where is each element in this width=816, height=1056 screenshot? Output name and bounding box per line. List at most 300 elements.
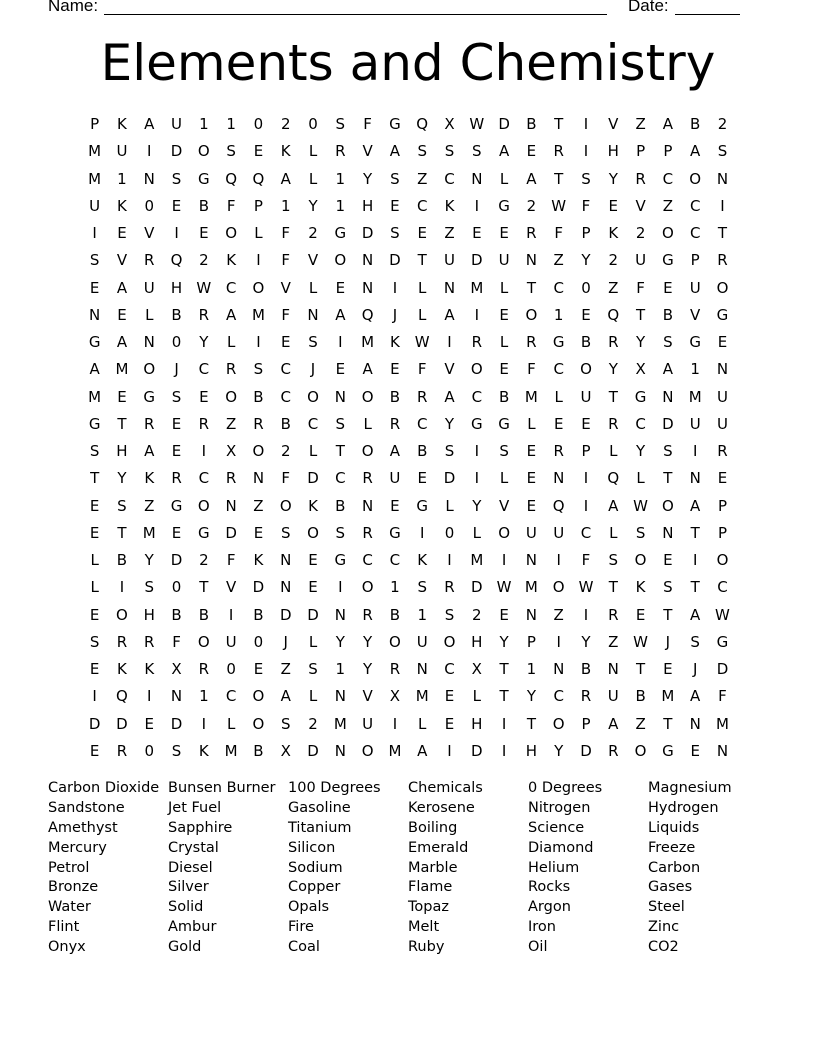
grid-cell[interactable]: Z <box>280 660 291 678</box>
grid-cell[interactable]: M <box>88 142 102 161</box>
grid-cell[interactable]: 0 <box>171 333 182 351</box>
grid-cell[interactable]: Z <box>225 414 237 433</box>
grid-cell[interactable]: B <box>253 741 264 760</box>
grid-cell[interactable]: Y <box>335 632 345 651</box>
grid-cell[interactable]: E <box>526 142 537 161</box>
grid-cell[interactable]: W <box>633 496 648 515</box>
grid-cell[interactable]: E <box>663 660 673 678</box>
grid-cell[interactable]: S <box>253 360 264 379</box>
grid-cell[interactable]: T <box>636 305 646 324</box>
grid-cell[interactable]: Q <box>416 115 429 133</box>
grid-cell[interactable]: L <box>254 224 263 242</box>
grid-cell[interactable]: A <box>417 741 428 760</box>
grid-cell[interactable]: T <box>636 660 646 678</box>
grid-cell[interactable]: M <box>142 523 156 542</box>
grid-cell[interactable]: C <box>444 660 455 678</box>
grid-cell[interactable]: B <box>335 496 346 515</box>
grid-cell[interactable]: L <box>499 278 509 297</box>
grid-cell[interactable]: M <box>333 714 347 733</box>
grid-cell[interactable]: C <box>416 414 428 433</box>
grid-cell[interactable]: N <box>252 469 265 488</box>
grid-cell[interactable]: S <box>663 578 673 597</box>
grid-cell[interactable]: A <box>116 333 128 351</box>
grid-cell[interactable]: 2 <box>199 251 209 270</box>
grid-cell[interactable]: O <box>116 605 128 624</box>
grid-cell[interactable]: E <box>499 360 509 379</box>
grid-cell[interactable]: I <box>583 142 589 161</box>
grid-cell[interactable]: S <box>171 169 182 188</box>
grid-cell[interactable]: Y <box>117 469 127 488</box>
grid-cell[interactable]: H <box>143 605 155 624</box>
grid-cell[interactable]: W <box>715 605 730 624</box>
grid-cell[interactable]: O <box>307 387 319 406</box>
grid-cell[interactable]: O <box>334 251 347 270</box>
grid-cell[interactable]: K <box>253 551 264 569</box>
grid-cell[interactable]: S <box>171 741 182 760</box>
grid-cell[interactable]: 2 <box>308 714 318 733</box>
grid-cell[interactable]: L <box>308 278 318 297</box>
grid-cell[interactable]: Q <box>361 305 374 324</box>
grid-cell[interactable]: X <box>280 741 291 760</box>
grid-cell[interactable]: N <box>689 714 701 733</box>
grid-cell[interactable]: 2 <box>280 442 291 460</box>
grid-cell[interactable]: N <box>334 687 346 706</box>
grid-cell[interactable]: Q <box>252 169 265 188</box>
grid-cell[interactable]: S <box>171 387 182 406</box>
grid-cell[interactable]: D <box>361 224 374 242</box>
grid-cell[interactable]: Y <box>636 442 646 460</box>
grid-cell[interactable]: N <box>416 660 428 678</box>
grid-cell[interactable]: P <box>90 115 100 133</box>
grid-cell[interactable]: Q <box>170 251 183 270</box>
grid-cell[interactable]: 2 <box>280 115 291 133</box>
grid-cell[interactable]: O <box>197 496 210 515</box>
grid-cell[interactable]: I <box>119 578 125 597</box>
grid-cell[interactable]: K <box>198 741 209 760</box>
grid-cell[interactable]: Y <box>608 360 618 379</box>
grid-cell[interactable]: G <box>334 224 347 242</box>
grid-cell[interactable]: C <box>444 169 455 188</box>
grid-cell[interactable]: G <box>143 387 156 406</box>
grid-cell[interactable]: E <box>635 605 646 624</box>
grid-cell[interactable]: E <box>553 414 564 433</box>
grid-cell[interactable]: E <box>171 196 182 215</box>
grid-cell[interactable]: X <box>471 660 482 678</box>
grid-cell[interactable]: A <box>690 605 701 624</box>
grid-cell[interactable]: C <box>580 523 592 542</box>
grid-cell[interactable]: O <box>389 632 401 651</box>
grid-cell[interactable]: 0 <box>144 196 155 215</box>
grid-cell[interactable]: P <box>663 142 673 161</box>
grid-cell[interactable]: Z <box>608 632 619 651</box>
grid-cell[interactable]: 1 <box>335 169 346 188</box>
grid-cell[interactable]: D <box>88 714 101 733</box>
grid-cell[interactable]: S <box>444 142 455 161</box>
grid-cell[interactable]: T <box>117 414 127 433</box>
grid-cell[interactable]: S <box>280 714 291 733</box>
grid-cell[interactable]: A <box>444 387 455 406</box>
grid-cell[interactable]: R <box>225 360 237 379</box>
grid-cell[interactable]: L <box>636 469 645 488</box>
grid-cell[interactable]: L <box>308 632 318 651</box>
grid-cell[interactable]: S <box>390 224 400 242</box>
grid-cell[interactable]: T <box>417 251 427 270</box>
grid-cell[interactable]: W <box>196 278 212 297</box>
grid-cell[interactable]: I <box>147 687 152 706</box>
grid-cell[interactable]: U <box>225 632 237 651</box>
grid-cell[interactable]: P <box>581 714 591 733</box>
grid-cell[interactable]: D <box>662 414 674 433</box>
grid-cell[interactable]: U <box>116 142 128 161</box>
grid-cell[interactable]: M <box>415 687 429 706</box>
grid-cell[interactable]: L <box>472 523 481 542</box>
grid-cell[interactable]: F <box>226 196 236 215</box>
grid-cell[interactable]: B <box>280 414 291 433</box>
grid-cell[interactable]: E <box>499 605 509 624</box>
grid-cell[interactable]: K <box>635 578 646 597</box>
grid-cell[interactable]: K <box>417 551 428 569</box>
grid-cell[interactable]: U <box>171 115 183 133</box>
grid-cell[interactable]: M <box>251 305 265 324</box>
grid-cell[interactable]: V <box>307 251 319 270</box>
grid-cell[interactable]: B <box>116 551 128 569</box>
grid-cell[interactable]: S <box>335 414 346 433</box>
grid-cell[interactable]: Z <box>662 196 674 215</box>
grid-cell[interactable]: O <box>470 360 483 379</box>
grid-cell[interactable]: E <box>499 224 509 242</box>
grid-cell[interactable]: A <box>144 442 155 460</box>
grid-cell[interactable]: R <box>116 741 128 760</box>
grid-cell[interactable]: E <box>390 496 400 515</box>
grid-cell[interactable]: R <box>389 414 401 433</box>
grid-cell[interactable]: E <box>253 142 264 161</box>
grid-cell[interactable]: U <box>143 278 155 297</box>
grid-cell[interactable]: E <box>144 714 154 733</box>
grid-cell[interactable]: R <box>144 251 155 270</box>
grid-cell[interactable]: Y <box>363 169 373 188</box>
grid-cell[interactable]: O <box>580 360 592 379</box>
grid-cell[interactable]: I <box>501 714 507 733</box>
grid-cell[interactable]: B <box>635 687 646 706</box>
grid-cell[interactable]: O <box>197 632 210 651</box>
grid-cell[interactable]: J <box>392 305 398 324</box>
grid-cell[interactable]: N <box>362 251 374 270</box>
grid-cell[interactable]: J <box>310 360 316 379</box>
grid-cell[interactable]: N <box>334 605 346 624</box>
grid-cell[interactable]: B <box>253 387 264 406</box>
grid-cell[interactable]: L <box>418 278 427 297</box>
grid-cell[interactable]: G <box>416 496 429 515</box>
grid-cell[interactable]: G <box>662 741 674 760</box>
grid-cell[interactable]: T <box>690 523 700 542</box>
grid-cell[interactable]: O <box>252 278 265 297</box>
grid-cell[interactable]: A <box>608 714 619 733</box>
grid-cell[interactable]: S <box>144 578 154 597</box>
grid-cell[interactable]: S <box>89 251 100 270</box>
grid-cell[interactable]: L <box>445 496 454 515</box>
grid-cell[interactable]: Q <box>116 687 128 706</box>
grid-cell[interactable]: 1 <box>199 687 209 706</box>
grid-cell[interactable]: E <box>690 741 700 760</box>
grid-cell[interactable]: D <box>716 660 729 678</box>
grid-cell[interactable]: H <box>361 196 374 215</box>
grid-cell[interactable]: L <box>90 578 99 597</box>
grid-cell[interactable]: N <box>443 278 456 297</box>
grid-cell[interactable]: M <box>470 551 484 569</box>
grid-cell[interactable]: 0 <box>444 523 455 542</box>
grid-cell[interactable]: T <box>526 278 536 297</box>
grid-cell[interactable]: S <box>390 169 400 188</box>
grid-cell[interactable]: C <box>416 196 428 215</box>
grid-cell[interactable]: T <box>663 605 673 624</box>
grid-cell[interactable]: 1 <box>526 660 537 678</box>
grid-cell[interactable]: U <box>389 469 401 488</box>
grid-cell[interactable]: D <box>252 578 265 597</box>
grid-cell[interactable]: N <box>525 251 538 270</box>
grid-cell[interactable]: E <box>417 224 427 242</box>
grid-cell[interactable]: O <box>634 741 647 760</box>
grid-cell[interactable]: C <box>198 469 210 488</box>
grid-cell[interactable]: 0 <box>308 115 318 133</box>
grid-cell[interactable]: E <box>117 387 127 406</box>
grid-cell[interactable]: R <box>144 414 155 433</box>
grid-cell[interactable]: L <box>554 387 563 406</box>
grid-cell[interactable]: X <box>389 687 401 706</box>
grid-cell[interactable]: Q <box>225 169 238 188</box>
grid-cell[interactable]: P <box>253 196 263 215</box>
grid-cell[interactable]: M <box>388 741 402 760</box>
grid-cell[interactable]: E <box>253 523 264 542</box>
grid-cell[interactable]: O <box>498 523 510 542</box>
grid-cell[interactable]: E <box>335 360 346 379</box>
grid-cell[interactable]: D <box>471 578 483 597</box>
grid-cell[interactable]: F <box>172 632 181 651</box>
grid-cell[interactable]: X <box>225 442 237 460</box>
grid-cell[interactable]: R <box>116 632 128 651</box>
grid-cell[interactable]: P <box>690 251 700 270</box>
grid-cell[interactable]: P <box>581 442 591 460</box>
grid-cell[interactable]: R <box>717 442 728 460</box>
grid-cell[interactable]: L <box>90 551 99 569</box>
grid-cell[interactable]: N <box>170 687 183 706</box>
grid-cell[interactable]: Q <box>607 469 620 488</box>
grid-cell[interactable]: L <box>609 442 618 460</box>
grid-cell[interactable]: S <box>308 333 318 351</box>
grid-cell[interactable]: W <box>469 115 485 133</box>
grid-cell[interactable]: F <box>281 305 291 324</box>
grid-cell[interactable]: F <box>581 196 591 215</box>
grid-cell[interactable]: N <box>280 578 292 597</box>
grid-cell[interactable]: N <box>334 387 346 406</box>
grid-cell[interactable]: I <box>338 578 343 597</box>
grid-cell[interactable]: E <box>171 442 182 460</box>
grid-cell[interactable]: I <box>256 251 261 270</box>
grid-cell[interactable]: I <box>583 496 589 515</box>
grid-cell[interactable]: I <box>174 224 179 242</box>
grid-cell[interactable]: H <box>471 632 483 651</box>
grid-cell[interactable]: C <box>717 578 728 597</box>
grid-cell[interactable]: S <box>499 442 509 460</box>
grid-cell[interactable]: K <box>280 142 291 161</box>
grid-cell[interactable]: L <box>308 142 318 161</box>
grid-cell[interactable]: Y <box>499 632 509 651</box>
grid-cell[interactable]: G <box>88 333 101 351</box>
grid-cell[interactable]: E <box>499 305 509 324</box>
grid-cell[interactable]: B <box>389 387 401 406</box>
grid-cell[interactable]: E <box>472 224 482 242</box>
grid-cell[interactable]: L <box>499 333 509 351</box>
grid-cell[interactable]: K <box>608 224 619 242</box>
grid-cell[interactable]: O <box>225 387 238 406</box>
grid-cell[interactable]: C <box>198 360 210 379</box>
grid-cell[interactable]: E <box>171 523 182 542</box>
grid-cell[interactable]: R <box>608 333 619 351</box>
grid-cell[interactable]: C <box>553 687 564 706</box>
grid-cell[interactable]: K <box>308 496 318 515</box>
grid-cell[interactable]: G <box>88 414 101 433</box>
grid-cell[interactable]: E <box>308 551 318 569</box>
grid-cell[interactable]: R <box>362 605 373 624</box>
grid-cell[interactable]: S <box>717 142 728 161</box>
grid-cell[interactable]: T <box>663 714 673 733</box>
grid-cell[interactable]: G <box>198 523 210 542</box>
grid-cell[interactable]: G <box>716 305 729 324</box>
grid-cell[interactable]: U <box>362 714 374 733</box>
grid-cell[interactable]: U <box>89 196 101 215</box>
grid-cell[interactable]: M <box>524 387 538 406</box>
grid-cell[interactable]: J <box>665 632 671 651</box>
grid-cell[interactable]: E <box>417 469 427 488</box>
grid-cell[interactable]: L <box>145 305 154 324</box>
grid-cell[interactable]: P <box>526 632 536 651</box>
grid-cell[interactable]: 2 <box>635 224 646 242</box>
grid-cell[interactable]: V <box>144 224 155 242</box>
grid-cell[interactable]: I <box>419 523 425 542</box>
grid-cell[interactable]: B <box>198 196 209 215</box>
grid-cell[interactable]: N <box>553 469 565 488</box>
grid-cell[interactable]: I <box>474 305 480 324</box>
grid-cell[interactable]: O <box>661 496 674 515</box>
grid-cell[interactable]: 2 <box>308 224 318 242</box>
grid-cell[interactable]: S <box>472 142 482 161</box>
grid-cell[interactable]: Z <box>253 496 264 515</box>
grid-cell[interactable]: E <box>663 551 673 569</box>
grid-cell[interactable]: T <box>608 387 618 406</box>
grid-cell[interactable]: F <box>527 360 536 379</box>
grid-cell[interactable]: V <box>362 687 373 706</box>
grid-cell[interactable]: M <box>524 578 538 597</box>
grid-cell[interactable]: U <box>607 687 619 706</box>
grid-cell[interactable]: 0 <box>581 278 591 297</box>
grid-cell[interactable]: S <box>308 660 318 678</box>
grid-cell[interactable]: Y <box>144 551 154 569</box>
grid-cell[interactable]: G <box>334 551 347 569</box>
grid-cell[interactable]: D <box>170 551 183 569</box>
grid-cell[interactable]: L <box>609 523 618 542</box>
grid-cell[interactable]: H <box>116 442 128 460</box>
grid-cell[interactable]: E <box>390 360 400 379</box>
grid-cell[interactable]: J <box>283 632 288 651</box>
grid-cell[interactable]: I <box>501 551 507 569</box>
grid-cell[interactable]: I <box>92 687 97 706</box>
grid-cell[interactable]: E <box>444 687 455 706</box>
grid-cell[interactable]: 2 <box>526 196 537 215</box>
grid-cell[interactable]: A <box>144 115 155 133</box>
grid-cell[interactable]: O <box>716 551 729 569</box>
grid-cell[interactable]: F <box>363 115 372 133</box>
grid-cell[interactable]: E <box>199 387 209 406</box>
grid-cell[interactable]: O <box>361 387 374 406</box>
grid-cell[interactable]: Y <box>554 741 564 760</box>
grid-cell[interactable]: C <box>362 551 373 569</box>
grid-cell[interactable]: B <box>253 605 264 624</box>
grid-cell[interactable]: R <box>362 523 373 542</box>
grid-cell[interactable]: I <box>338 333 343 351</box>
grid-cell[interactable]: D <box>389 251 401 270</box>
grid-cell[interactable]: M <box>224 741 238 760</box>
grid-cell[interactable]: C <box>635 414 646 433</box>
grid-cell[interactable]: R <box>225 469 237 488</box>
grid-cell[interactable]: I <box>474 442 480 460</box>
grid-cell[interactable]: E <box>89 278 100 297</box>
grid-cell[interactable]: Y <box>526 687 536 706</box>
grid-cell[interactable]: I <box>556 551 561 569</box>
grid-cell[interactable]: S <box>635 523 646 542</box>
grid-cell[interactable]: A <box>226 305 237 324</box>
grid-cell[interactable]: U <box>525 523 537 542</box>
grid-cell[interactable]: N <box>525 605 538 624</box>
grid-cell[interactable]: C <box>280 387 291 406</box>
grid-cell[interactable]: Q <box>607 305 620 324</box>
grid-cell[interactable]: D <box>279 605 292 624</box>
grid-cell[interactable]: E <box>444 714 455 733</box>
grid-cell[interactable]: D <box>443 469 456 488</box>
grid-cell[interactable]: B <box>498 387 510 406</box>
grid-cell[interactable]: R <box>471 333 483 351</box>
grid-cell[interactable]: A <box>116 278 128 297</box>
grid-cell[interactable]: E <box>89 523 100 542</box>
grid-cell[interactable]: A <box>389 142 401 161</box>
grid-cell[interactable]: O <box>689 169 702 188</box>
grid-cell[interactable]: E <box>280 333 291 351</box>
grid-cell[interactable]: Z <box>553 251 564 270</box>
grid-cell[interactable]: L <box>226 714 236 733</box>
grid-cell[interactable]: E <box>199 224 209 242</box>
grid-cell[interactable]: U <box>716 414 728 433</box>
grid-cell[interactable]: O <box>552 578 565 597</box>
grid-cell[interactable]: A <box>362 360 373 379</box>
grid-cell[interactable]: E <box>335 278 346 297</box>
grid-cell[interactable]: T <box>335 442 345 460</box>
grid-cell[interactable]: N <box>89 305 101 324</box>
grid-cell[interactable]: O <box>661 224 674 242</box>
grid-cell[interactable]: X <box>635 360 646 379</box>
grid-cell[interactable]: N <box>525 551 538 569</box>
grid-cell[interactable]: B <box>580 333 592 351</box>
grid-cell[interactable]: Y <box>581 632 591 651</box>
grid-cell[interactable]: G <box>634 387 647 406</box>
grid-cell[interactable]: Y <box>472 496 482 515</box>
grid-cell[interactable]: E <box>390 196 400 215</box>
grid-cell[interactable]: O <box>197 142 210 161</box>
grid-cell[interactable]: Y <box>636 333 646 351</box>
grid-cell[interactable]: X <box>171 660 182 678</box>
grid-cell[interactable]: 1 <box>553 305 564 324</box>
grid-cell[interactable]: G <box>498 196 510 215</box>
grid-cell[interactable]: K <box>144 469 155 488</box>
grid-cell[interactable]: V <box>444 360 455 379</box>
grid-cell[interactable]: R <box>389 660 401 678</box>
